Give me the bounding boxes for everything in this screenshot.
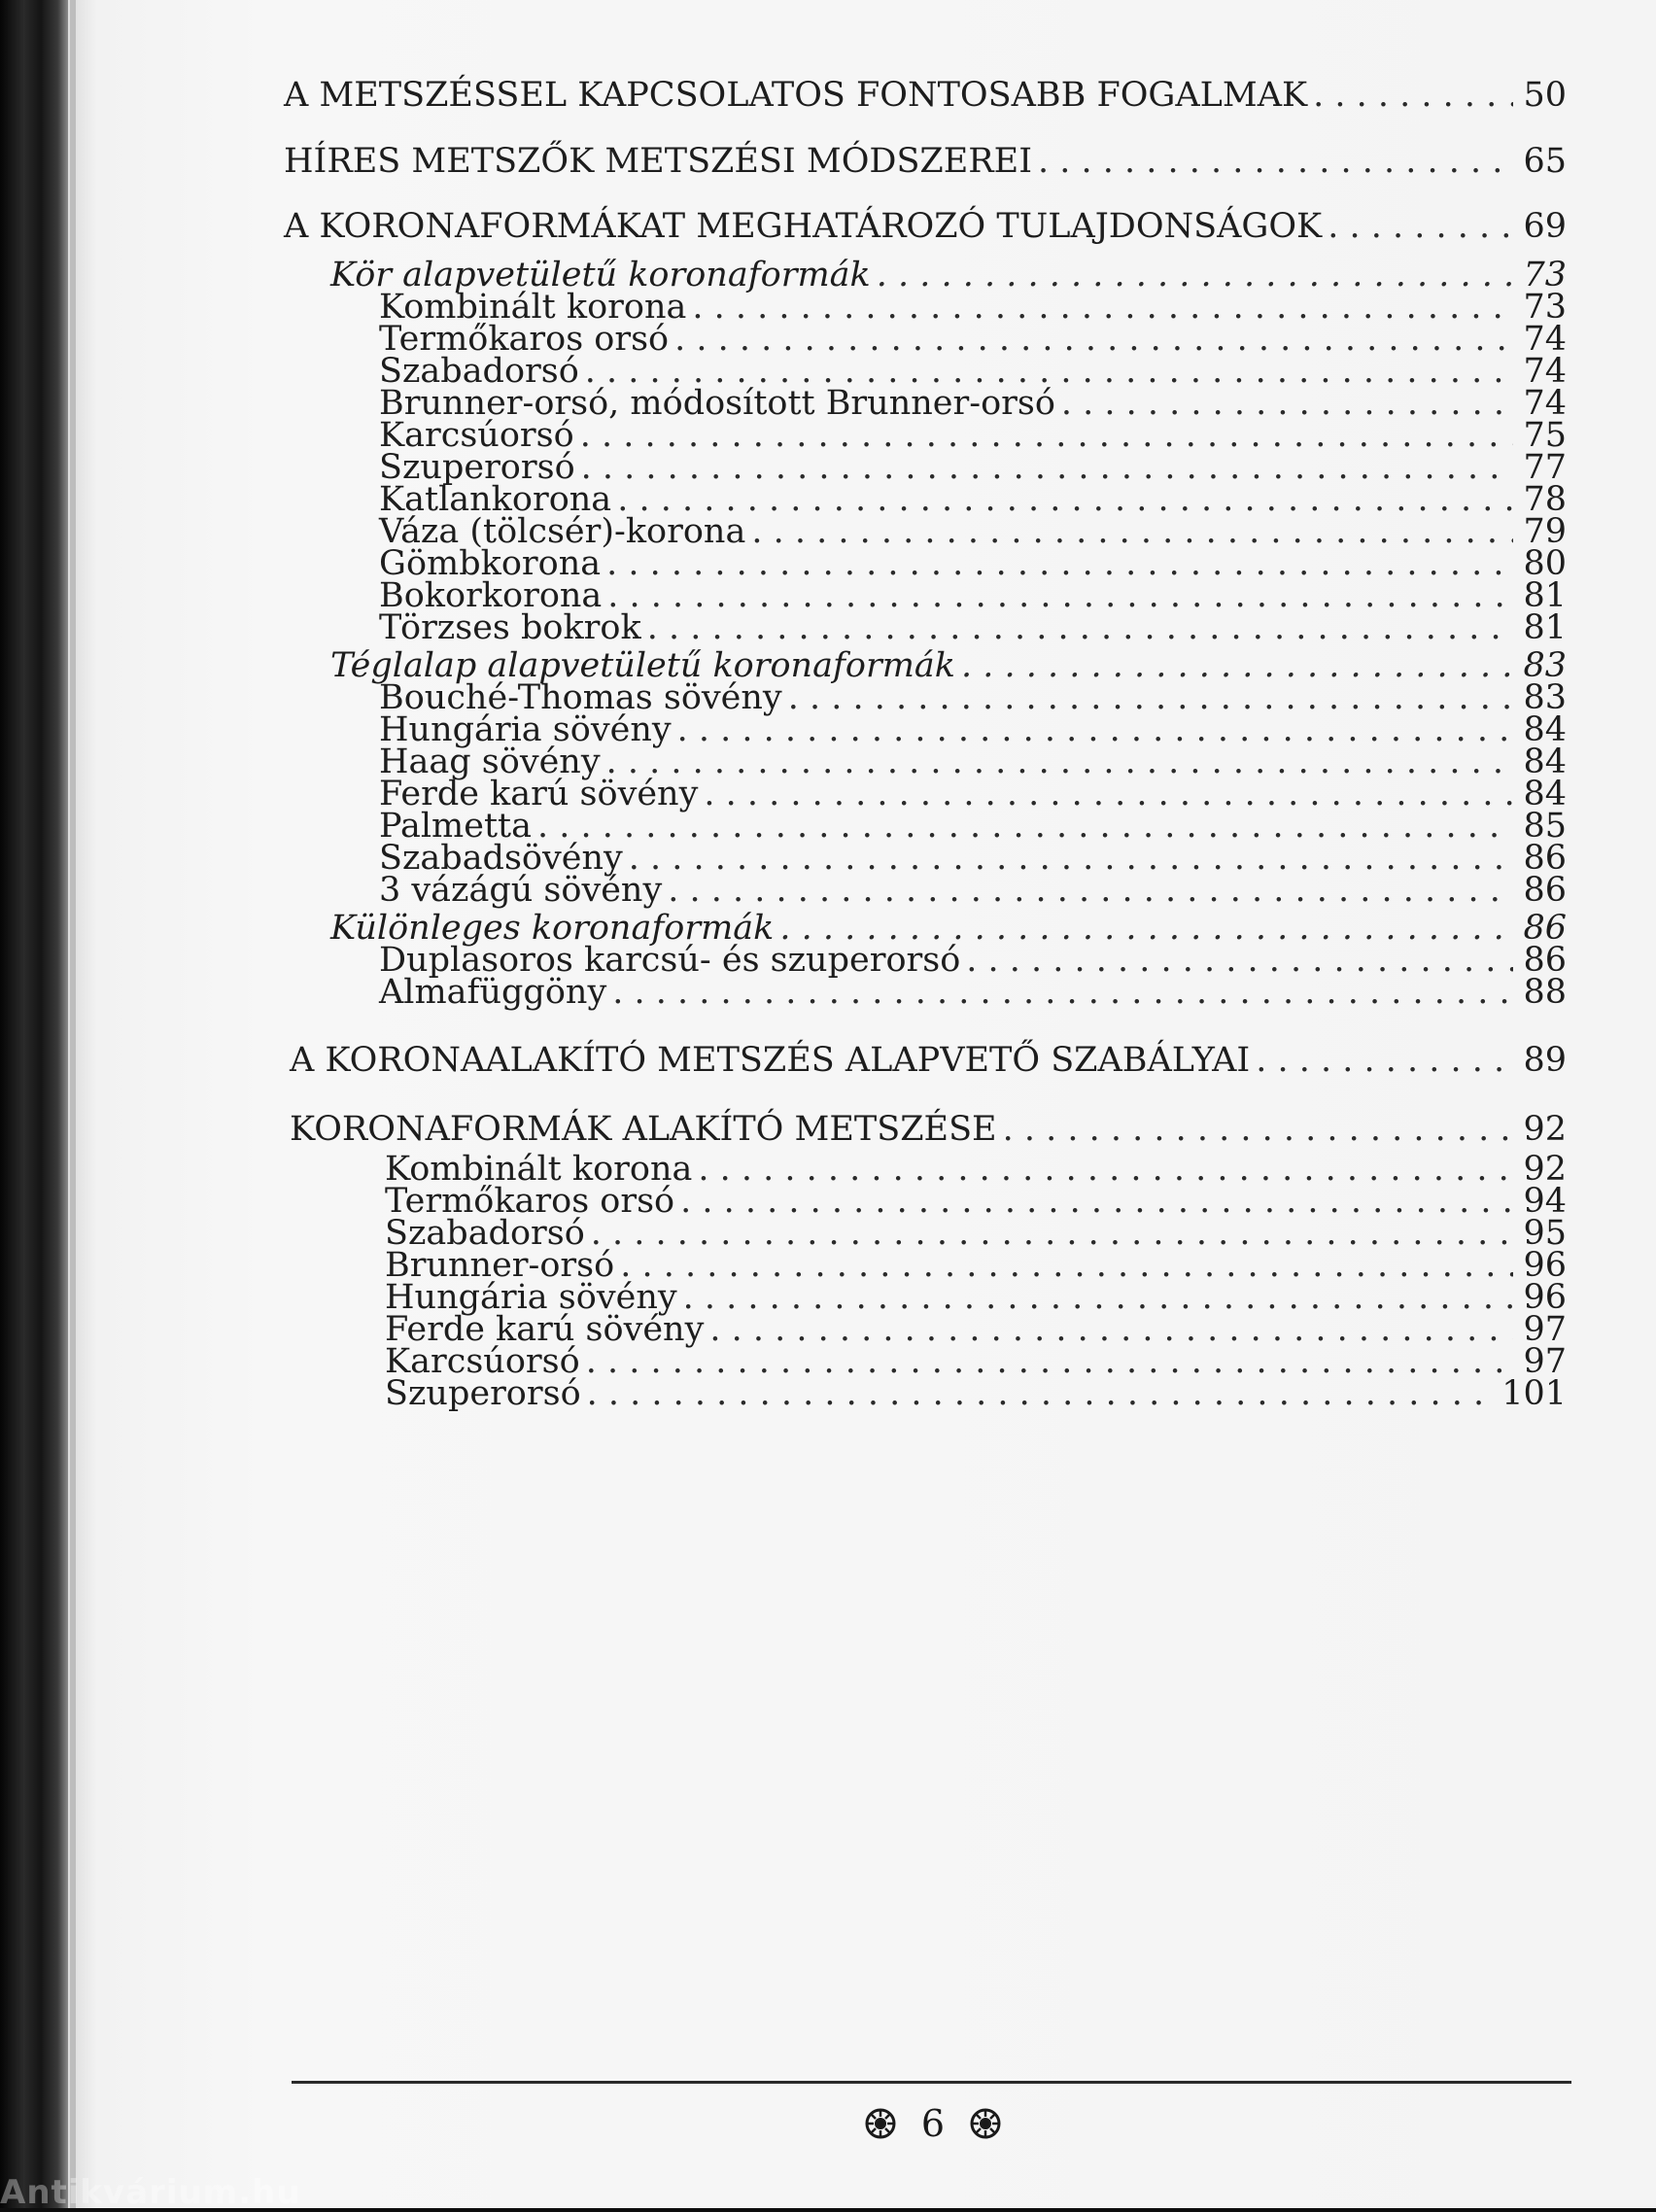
toc-entry-page: 96 — [1523, 1278, 1567, 1317]
toc-entry-page: 84 — [1523, 743, 1567, 781]
footer-rule — [292, 2081, 1571, 2084]
toc-entry — [290, 1110, 1567, 1149]
toc-entry-page: 73 — [1523, 288, 1567, 327]
toc-entry-page: 101 — [1501, 1374, 1567, 1413]
toc-entry-page: 97 — [1523, 1342, 1567, 1381]
toc-entry — [379, 608, 1567, 647]
toc-entry-title: Bouché-Thomas sövény — [379, 678, 782, 717]
toc-entry-title: Bokorkorona — [379, 576, 603, 615]
toc-entry-page: 84 — [1523, 710, 1567, 749]
toc-entry — [385, 1374, 1567, 1413]
toc-entry-page: 65 — [1523, 142, 1567, 181]
toc-entry-title: 3 vázágú sövény — [379, 871, 663, 910]
toc-entry-title: Szuperorsó — [379, 448, 575, 487]
toc-entry-page: 85 — [1523, 807, 1567, 846]
toc-entry-title: Váza (tölcsér)-korona — [379, 512, 746, 551]
toc-entry — [284, 142, 1567, 181]
toc-entry-page: 86 — [1523, 941, 1567, 980]
toc-entry-page: 81 — [1523, 608, 1567, 647]
toc-leader-dots — [1328, 207, 1513, 246]
toc-leader-dots — [1256, 1041, 1513, 1080]
page-footer — [826, 2094, 1040, 2153]
toc-entry-title: Palmetta — [379, 807, 532, 846]
toc-entry-page: 50 — [1523, 76, 1567, 115]
toc-entry-page: 80 — [1523, 544, 1567, 583]
toc-entry-title: Termőkaros orsó — [379, 320, 670, 359]
toc-entry-title: KORONAFORMÁK ALAKÍTÓ METSZÉSE — [290, 1110, 997, 1149]
toc-entry-page: 75 — [1523, 416, 1567, 455]
toc-leader-dots — [1313, 76, 1513, 115]
toc-entry-title: Brunner-orsó, módosított Brunner-orsó — [379, 384, 1055, 423]
toc-entry-title: Kombinált korona — [379, 288, 687, 327]
toc-entry-title: Szuperorsó — [385, 1374, 581, 1413]
toc-entry-title: A METSZÉSSEL KAPCSOLATOS FONTOSABB FOGALMAK — [284, 76, 1308, 115]
toc-entry-title: Téglalap alapvetületű koronaformák — [330, 646, 955, 685]
toc-entry-page: 96 — [1523, 1246, 1567, 1285]
toc-entry-title: Duplasoros karcsú- és szuperorsó — [379, 941, 961, 980]
toc-entry-title: Karcsúorsó — [379, 416, 574, 455]
toc-entry-page: 73 — [1523, 256, 1567, 294]
toc-entry-title: Ferde karú sövény — [379, 775, 699, 813]
toc-leader-dots — [587, 1374, 1493, 1413]
page-number: 6 — [920, 2102, 946, 2145]
toc-entry-title: Katlankorona — [379, 480, 612, 519]
toc-entry-page: 79 — [1523, 512, 1567, 551]
toc-leader-dots — [1038, 142, 1513, 181]
toc-entry-title: Hungária sövény — [385, 1278, 677, 1317]
toc-entry-page: 86 — [1523, 839, 1567, 878]
toc-entry-title: A KORONAFORMÁKAT MEGHATÁROZÓ TULAJDONSÁGOK — [284, 207, 1323, 246]
toc-entry-page: 74 — [1523, 352, 1567, 391]
toc-leader-dots — [612, 973, 1513, 1012]
rosette-ornament-icon — [970, 2108, 1001, 2139]
toc-entry-page: 92 — [1523, 1110, 1567, 1149]
toc-entry-page: 78 — [1523, 480, 1567, 519]
toc-entry-title: Kombinált korona — [385, 1150, 693, 1189]
toc-entry-title: Hungária sövény — [379, 710, 672, 749]
toc-entry-title: Gömbkorona — [379, 544, 602, 583]
toc-entry-title: Karcsúorsó — [385, 1342, 580, 1381]
toc-entry — [284, 76, 1567, 115]
toc-entry-title: Ferde karú sövény — [385, 1310, 705, 1349]
toc-entry-title: Almafüggöny — [379, 973, 607, 1012]
toc-entry-page: 83 — [1523, 646, 1567, 685]
toc-leader-dots — [668, 871, 1513, 910]
toc-entry-title: Szabadorsó — [379, 352, 579, 391]
toc-entry — [379, 871, 1567, 910]
toc-entry-page: 86 — [1523, 871, 1567, 910]
toc-entry-page: 74 — [1523, 320, 1567, 359]
toc-entry-page: 95 — [1523, 1214, 1567, 1253]
toc-entry-page: 84 — [1523, 775, 1567, 813]
toc-entry-page: 74 — [1523, 384, 1567, 423]
toc-entry-title: Termőkaros orsó — [385, 1182, 675, 1221]
toc-entry-title: Haag sövény — [379, 743, 601, 781]
toc-entry-page: 81 — [1523, 576, 1567, 615]
toc-entry-page: 92 — [1523, 1150, 1567, 1189]
toc-entry-title: Szabadsövény — [379, 839, 623, 878]
toc-leader-dots — [647, 608, 1514, 647]
toc-entry-title: Törzses bokrok — [379, 608, 641, 647]
rosette-ornament-icon — [865, 2108, 896, 2139]
toc-entry-page: 88 — [1523, 973, 1567, 1012]
toc-entry — [290, 1041, 1567, 1080]
toc-entry-page: 83 — [1523, 678, 1567, 717]
toc-entry-title: Kör alapvetületű koronaformák — [330, 256, 871, 294]
toc-entry-page: 77 — [1523, 448, 1567, 487]
toc-entry-page: 97 — [1523, 1310, 1567, 1349]
toc-entry — [379, 973, 1567, 1012]
watermark-text: Antikvárium.hu — [0, 2173, 301, 2212]
toc-entry-title: A KORONAALAKÍTÓ METSZÉS ALAPVETŐ SZABÁLYAI — [290, 1041, 1251, 1080]
toc-entry-page: 94 — [1523, 1182, 1567, 1221]
toc-entry — [284, 207, 1567, 246]
toc-entry-page: 89 — [1523, 1041, 1567, 1080]
toc-entry-title: HÍRES METSZŐK METSZÉSI MÓDSZEREI — [284, 142, 1033, 181]
toc-entry-title: Brunner-orsó — [385, 1246, 615, 1285]
toc-leader-dots — [1003, 1110, 1514, 1149]
toc-entry-title: Szabadorsó — [385, 1214, 585, 1253]
toc-entry-title: Különleges koronaformák — [330, 909, 775, 948]
toc-entry-page: 69 — [1523, 207, 1567, 246]
toc-entry-page: 86 — [1523, 909, 1567, 948]
